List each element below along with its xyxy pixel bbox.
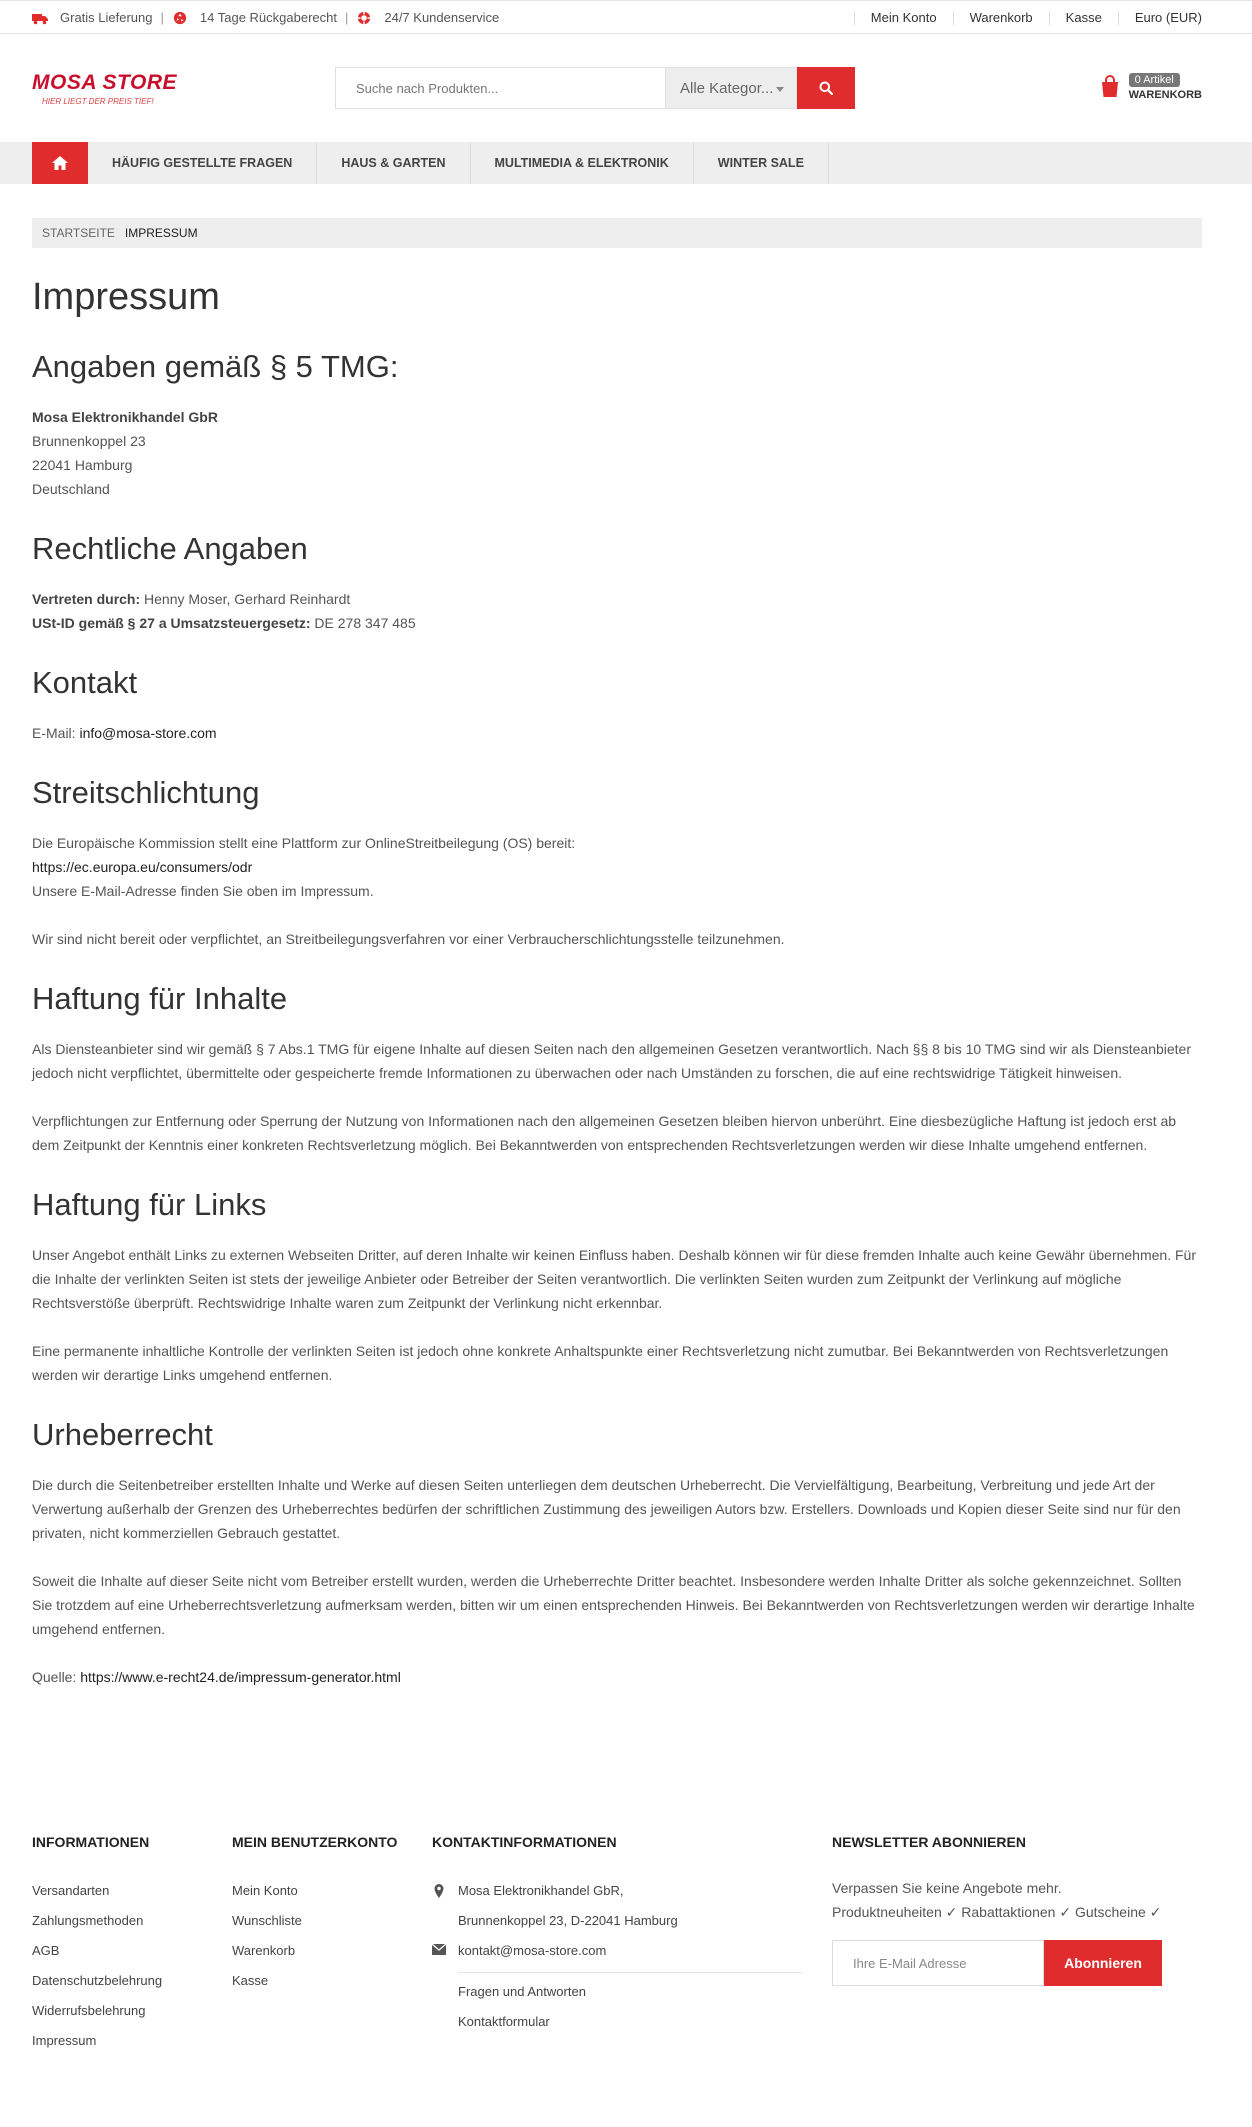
representatives-value: Henny Moser, Gerhard Reinhardt xyxy=(140,591,351,607)
search-input[interactable]: Suche nach Produkten... xyxy=(335,67,665,109)
search-bar xyxy=(335,67,855,109)
footer-link-payment[interactable]: Zahlungsmethoden xyxy=(32,1913,144,1928)
lifebuoy-icon xyxy=(356,10,376,26)
section-dispute xyxy=(32,775,1202,951)
footer-info-column xyxy=(32,1834,232,2056)
breadcrumb-home[interactable]: STARTSEITE xyxy=(42,226,115,240)
paragraph: Verpflichtungen zur Entfernung oder Sperrung der Nutzung von Informationen nach den allgemeinen Gesetzen bleiben hiervon unberührt. Eine diesbezügliche Haftung ist jedoch erst ab dem Zeitpunkt der Kenntnis einer konkreten Rechtsverletzung möglich. Bei Bekanntwerden von entsprechenden Rechtsverletzungen werden wir diese Inhalte umgehend entfernen. xyxy=(32,1113,1177,1153)
top-bar-benefits: Gratis Lieferung | 14 Tage Rückgaberecht | 24/7 Kundenservice xyxy=(32,10,499,26)
footer-link-account[interactable]: Mein Konto xyxy=(232,1883,298,1898)
section-link-liability xyxy=(32,1187,1202,1387)
footer-link-privacy[interactable]: Datenschutzbelehrung xyxy=(32,1973,163,1988)
footer-heading: NEWSLETTER ABONNIEREN xyxy=(832,1834,1026,1850)
company-country: Deutschland xyxy=(32,481,110,497)
footer-link-faq[interactable]: Fragen und Antworten xyxy=(458,1984,586,1999)
section-heading: Streitschlichtung xyxy=(32,775,260,810)
section-heading: Kontakt xyxy=(32,665,138,700)
email-link[interactable]: info@mosa-store.com xyxy=(79,725,217,741)
returns-text: 14 Tage Rückgaberecht xyxy=(199,10,337,25)
category-select[interactable]: Alle Kategor... xyxy=(665,67,797,109)
footer-heading: INFORMATIONEN xyxy=(32,1834,150,1850)
newsletter-subscribe-button[interactable]: Abonnieren xyxy=(1044,1940,1162,1986)
recycle-icon xyxy=(172,10,192,26)
footer-heading: MEIN BENUTZERKONTO xyxy=(232,1834,398,1850)
company-name: Mosa Elektronikhandel GbR xyxy=(32,409,218,425)
footer-contact-column xyxy=(432,1834,832,2056)
paragraph: Die durch die Seitenbetreiber erstellten Inhalte und Werke auf diesen Seiten unterliegen dem deutschen Urheberrecht. Die Vervielfältigung, Bearbeitung, Verbreitung und jede Art der Verwertung außerhalb der Grenzen des Urheberrechtes bedürfen der schriftlichen Zustimmung des jeweiligen Autors bzw. Erstellers. Downloads und Kopien dieser Seite sind nur für den privaten, nicht kommerziellen Gebrauch gestattet. xyxy=(32,1477,1181,1541)
map-pin-icon xyxy=(432,1884,446,1898)
footer-account-column xyxy=(232,1834,432,2056)
newsletter-text: Verpassen Sie keine Angebote mehr. xyxy=(832,1880,1062,1896)
header xyxy=(0,34,1252,142)
currency-selector[interactable]: Euro (EUR) xyxy=(1118,11,1202,25)
footer-newsletter-column xyxy=(832,1834,1202,2056)
section-heading: Haftung für Inhalte xyxy=(32,981,288,1016)
representatives-label: Vertreten durch: xyxy=(32,591,141,607)
nav-item-multimedia[interactable]: MULTIMEDIA & ELEKTRONIK xyxy=(471,142,694,184)
footer-link-withdrawal[interactable]: Widerrufsbelehrung xyxy=(32,2003,146,2018)
footer-email-text[interactable]: kontakt@mosa-store.com xyxy=(458,1943,607,1958)
footer xyxy=(32,1834,1202,2066)
vat-label: USt-ID gemäß § 27 a Umsatzsteuergesetz: xyxy=(32,615,311,631)
odr-link[interactable]: https://ec.europa.eu/consumers/odr xyxy=(32,859,253,875)
paragraph: Die Europäische Kommission stellt eine Plattform zur OnlineStreitbeilegung (OS) bereit: xyxy=(32,835,576,851)
logo[interactable] xyxy=(32,71,332,106)
company-city: 22041 Hamburg xyxy=(32,457,133,473)
top-link-checkout[interactable]: Kasse xyxy=(1049,11,1118,25)
source-label: Quelle: xyxy=(32,1669,81,1685)
home-icon xyxy=(51,155,69,171)
service-text: 24/7 Kundenservice xyxy=(384,10,500,25)
top-bar-links xyxy=(854,11,1202,25)
nav-item-winter-sale[interactable]: WINTER SALE xyxy=(694,142,829,184)
cart-widget[interactable] xyxy=(1097,70,1202,101)
section-copyright xyxy=(32,1417,1202,1689)
paragraph: Eine permanente inhaltliche Kontrolle der verlinkten Seiten ist jedoch ohne konkrete Anhaltspunkte einer Rechtsverletzung nicht zumutbar. Bei Bekanntwerden von Rechtsverletzungen werden wir derartige Links umgehend entfernen. xyxy=(32,1343,1169,1383)
section-heading: Haftung für Links xyxy=(32,1187,267,1222)
section-tmg xyxy=(32,349,1202,501)
vat-value: DE 278 347 485 xyxy=(310,615,416,631)
company-street: Brunnenkoppel 23 xyxy=(32,433,146,449)
envelope-icon xyxy=(432,1944,446,1955)
section-heading: Angaben gemäß § 5 TMG: xyxy=(32,349,399,384)
main-nav xyxy=(0,142,1252,184)
page-title: Impressum xyxy=(32,276,220,318)
footer-link-cart[interactable]: Warenkorb xyxy=(232,1943,296,1958)
footer-address xyxy=(432,1876,802,1936)
footer-link-terms[interactable]: AGB xyxy=(32,1943,60,1958)
footer-heading: KONTAKTINFORMATIONEN xyxy=(432,1834,617,1850)
logo-tagline: HIER LIEGT DER PREIS TIEF! xyxy=(42,96,154,106)
source-link[interactable]: https://www.e-recht24.de/impressum-generator.html xyxy=(80,1669,401,1685)
paragraph: Soweit die Inhalte auf dieser Seite nicht vom Betreiber erstellt wurden, werden die Urheberrechte Dritter beachtet. Insbesondere werden Inhalte Dritter als solche gekennzeichnet. Sollten Sie trotzdem auf eine Urheberrechtsverletzung aufmerksam werden, bitten wir um einen entsprechenden Hinweis. Bei Bekanntwerden von Rechtsverletzungen werden wir derartige Inhalte umgehend entfernen. xyxy=(32,1573,1195,1637)
section-contact xyxy=(32,665,1202,745)
footer-address-line2: Brunnenkoppel 23, D-22041 Hamburg xyxy=(458,1913,678,1928)
top-bar xyxy=(0,0,1252,34)
footer-link-wishlist[interactable]: Wunschliste xyxy=(232,1913,302,1928)
top-link-cart[interactable]: Warenkorb xyxy=(953,11,1049,25)
section-legal xyxy=(32,531,1202,635)
main-content xyxy=(32,276,1202,1689)
footer-email[interactable] xyxy=(432,1936,802,1966)
email-label: E-Mail: xyxy=(32,725,80,741)
top-link-account[interactable]: Mein Konto xyxy=(854,11,953,25)
nav-home-button[interactable] xyxy=(32,142,88,184)
section-content-liability xyxy=(32,981,1202,1157)
breadcrumb-current: IMPRESSUM xyxy=(124,226,198,240)
nav-item-home-garden[interactable]: HAUS & GARTEN xyxy=(317,142,470,184)
nav-item-faq[interactable]: HÄUFIG GESTELLTE FRAGEN xyxy=(88,142,317,184)
section-heading: Rechtliche Angaben xyxy=(32,531,308,566)
paragraph: Wir sind nicht bereit oder verpflichtet, an Streitbeilegungsverfahren vor einer Verbraucherschlichtungsstelle teilzunehmen. xyxy=(32,931,785,947)
paragraph: Unser Angebot enthält Links zu externen Webseiten Dritter, auf deren Inhalte wir keinen Einfluss haben. Deshalb können wir für diese fremden Inhalte auch keine Gewähr übernehmen. Für die Inhalte der verlinkten Seiten ist stets der jeweilige Anbieter oder Betreiber der Seiten verantwortlich. Die verlinkten Seiten wurden zum Zeitpunkt der Verlinkung auf mögliche Rechtsverstöße überprüft. Rechtswidrige Inhalte waren zum Zeitpunkt der Verlinkung nicht erkennbar. xyxy=(32,1247,1196,1311)
newsletter-benefits: Produktneuheiten ✓ Rabattaktionen ✓ Gutscheine ✓ xyxy=(832,1904,1162,1920)
shipping-text: Gratis Lieferung xyxy=(60,10,153,25)
search-button[interactable] xyxy=(797,67,855,109)
footer-link-shipping[interactable]: Versandarten xyxy=(32,1883,110,1898)
truck-icon xyxy=(32,10,52,26)
paragraph: Als Diensteanbieter sind wir gemäß § 7 Abs.1 TMG für eigene Inhalte auf diesen Seiten nach den allgemeinen Gesetzen verantwortlich. Nach §§ 8 bis 10 TMG sind wir als Diensteanbieter jedoch nicht verpflichtet, übermittelte oder gespeicherte fremde Informationen zu überwachen oder nach Umständen zu forschen, die auf eine rechtswidrige Tätigkeit hinweisen. xyxy=(32,1041,1191,1081)
footer-link-checkout[interactable]: Kasse xyxy=(232,1973,269,1988)
newsletter-form xyxy=(832,1940,1202,1986)
cart-label: WARENKORB xyxy=(1128,89,1202,101)
footer-link-contact-form[interactable]: Kontaktformular xyxy=(458,2014,550,2029)
paragraph: Unsere E-Mail-Adresse finden Sie oben im Impressum. xyxy=(32,883,374,899)
search-icon xyxy=(819,81,833,95)
footer-address-line1: Mosa Elektronikhandel GbR, xyxy=(458,1883,624,1898)
breadcrumb xyxy=(32,218,1202,248)
footer-link-imprint[interactable]: Impressum xyxy=(32,2033,97,2048)
newsletter-email-input[interactable]: Ihre E-Mail Adresse xyxy=(832,1940,1044,1986)
logo-name: MOSA STORE xyxy=(32,70,178,94)
shopping-bag-icon xyxy=(1097,73,1123,99)
section-heading: Urheberrecht xyxy=(32,1417,213,1452)
cart-count-badge: 0 Artikel xyxy=(1129,73,1180,87)
